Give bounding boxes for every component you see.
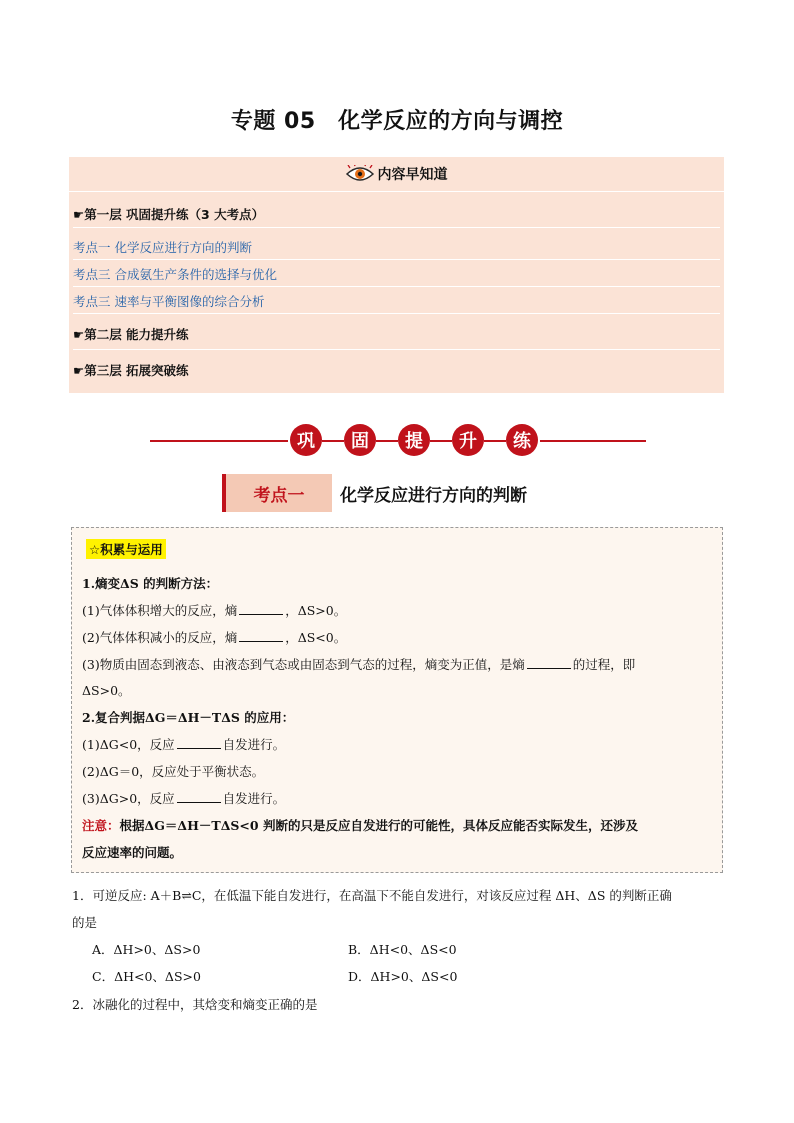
box-text: (1)ΔG<0，反应: [82, 737, 175, 752]
banner-char: 练: [506, 424, 538, 456]
banner-line-left: [150, 440, 288, 442]
highlight-label: ☆积累与运用: [86, 539, 166, 559]
section-banner: [150, 424, 646, 458]
box-line: 2.复合判据ΔG＝ΔH－TΔS 的应用：: [82, 710, 295, 725]
banner-char: 升: [452, 424, 484, 456]
contents-header: [69, 157, 724, 192]
point-heading: [222, 474, 527, 512]
question-1-stem-cont: 的是: [72, 915, 98, 930]
option-a[interactable]: A．ΔH>0、ΔS>0: [92, 942, 201, 957]
box-line: [82, 816, 638, 834]
question-2-stem: 2．冰融化的过程中，其焓变和熵变正确的是: [72, 997, 318, 1012]
point-title: 化学反应进行方向的判断: [340, 485, 527, 506]
box-line: 反应速率的问题。: [82, 845, 183, 860]
answer-blank[interactable]: [527, 656, 571, 669]
box-text: (1)气体体积增大的反应，熵: [82, 603, 238, 618]
option-d[interactable]: D．ΔH>0、ΔS<0: [348, 969, 458, 984]
box-text: 自发进行。: [222, 737, 286, 752]
banner-char: 巩: [290, 424, 322, 456]
toc-point-1[interactable]: 考点一 化学反应进行方向的判断: [73, 235, 720, 260]
answer-blank[interactable]: [177, 790, 221, 803]
toc-point-3[interactable]: 考点三 速率与平衡图像的综合分析: [73, 289, 720, 314]
box-line: 1.熵变ΔS 的判断方法：: [82, 576, 219, 591]
knowledge-box: [71, 527, 723, 873]
banner-line-right: [540, 440, 646, 442]
note-text: 根据ΔG＝ΔH－TΔS<0 判断的只是反应自发进行的可能性，具体反应能否实际发生，还涉及: [119, 818, 638, 833]
page-title: 专题 05 化学反应的方向与调控: [230, 109, 564, 134]
box-text: (3)ΔG>0，反应: [82, 791, 175, 806]
box-text: ，ΔS<0。: [285, 630, 347, 645]
banner-char: 固: [344, 424, 376, 456]
box-line: (2)ΔG＝0，反应处于平衡状态。: [82, 764, 265, 779]
box-text: ，ΔS>0。: [285, 603, 347, 618]
box-line: [82, 601, 346, 619]
box-line: ΔS>0。: [82, 683, 131, 698]
option-b[interactable]: B．ΔH<0、ΔS<0: [348, 942, 457, 957]
option-c[interactable]: C．ΔH<0、ΔS>0: [92, 969, 201, 984]
answer-blank[interactable]: [239, 602, 283, 615]
banner-link: [430, 440, 452, 442]
toc-layer-3[interactable]: ☛第三层 拓展突破练: [73, 363, 189, 378]
box-line: [82, 735, 285, 753]
box-text: (2)气体体积减小的反应，熵: [82, 630, 238, 645]
box-text: (3)物质由固态到液态、由液态到气态或由固态到气态的过程，熵变为正值，是熵: [82, 657, 525, 672]
question-1-stem: 1．可逆反应: A＋B⇌C，在低温下能自发进行，在高温下不能自发进行，对该反应过程 ΔH、ΔS 的判断正确: [72, 888, 672, 903]
box-text: 的过程，即: [572, 657, 636, 672]
contents-title: 内容早知道: [377, 167, 448, 183]
box-line: [82, 655, 635, 673]
contents-panel: [69, 157, 724, 393]
box-line: [82, 789, 285, 807]
box-line: [82, 628, 346, 646]
answer-blank[interactable]: [239, 629, 283, 642]
banner-link: [484, 440, 506, 442]
toc-layer-2[interactable]: ☛第二层 能力提升练: [73, 319, 720, 350]
eye-icon: [346, 165, 374, 183]
toc-layer-1[interactable]: ☛第一层 巩固提升练（3 大考点）: [73, 201, 720, 228]
box-text: 自发进行。: [222, 791, 286, 806]
answer-blank[interactable]: [177, 736, 221, 749]
note-label: 注意：: [82, 818, 120, 833]
banner-link: [376, 440, 398, 442]
banner-char: 提: [398, 424, 430, 456]
toc-point-2[interactable]: 考点三 合成氨生产条件的选择与优化: [73, 262, 720, 287]
banner-link: [322, 440, 344, 442]
point-tag: 考点一: [222, 474, 332, 512]
